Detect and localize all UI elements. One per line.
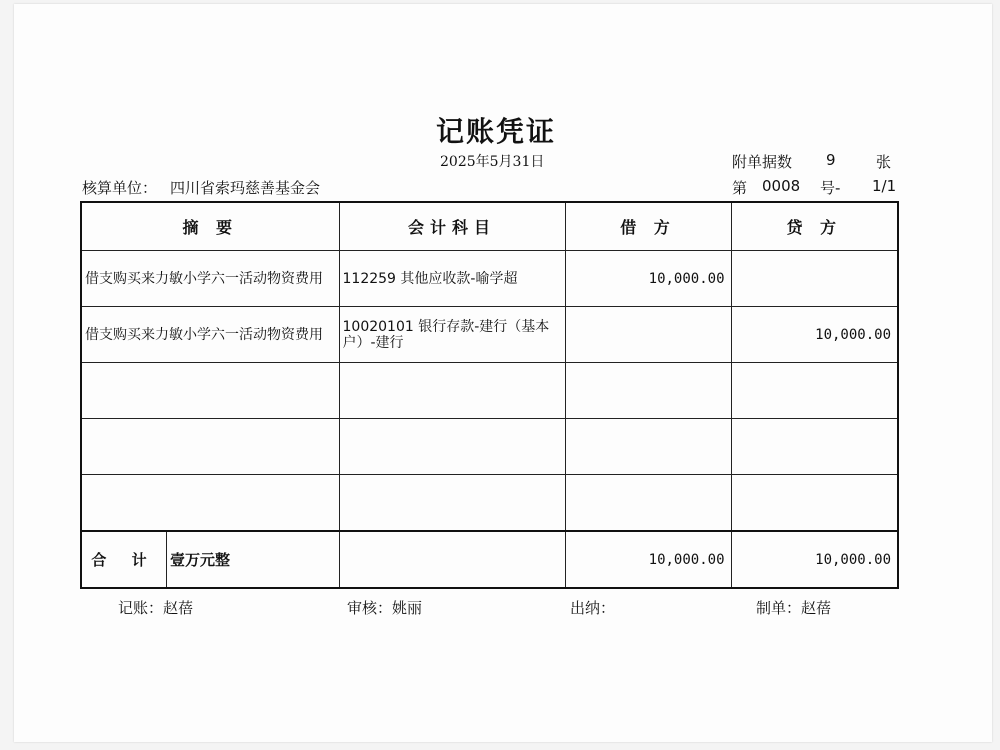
row-account: 112259 其他应收款-喻学超	[339, 251, 565, 307]
row-summary: 借支购买来力敏小学六一活动物资费用	[81, 251, 339, 307]
total-label: 合 计	[82, 532, 167, 587]
row-debit	[565, 307, 731, 363]
attachments-count: 9	[826, 151, 836, 169]
signature-cashier: 出纳：	[570, 599, 616, 617]
accounting-unit-value: 四川省索玛慈善基金会	[170, 179, 321, 197]
attachments-unit: 张	[876, 153, 892, 171]
row-debit: 10,000.00	[565, 251, 731, 307]
row-credit	[731, 251, 898, 307]
row-account: 10020101 银行存款-建行（基本户）-建行	[339, 307, 565, 363]
table-row	[81, 251, 898, 307]
voucher-date: 2025年5月31日	[440, 154, 545, 170]
total-account-cell	[339, 531, 565, 588]
table-row	[81, 363, 898, 419]
row-credit	[731, 419, 898, 475]
total-credit: 10,000.00	[731, 531, 898, 588]
total-amount-words: 壹万元整	[170, 551, 231, 569]
table-row	[81, 307, 898, 363]
row-account	[339, 419, 565, 475]
voucher-number-suffix: 号-	[820, 179, 841, 197]
total-row	[81, 531, 898, 588]
voucher-number-prefix: 第	[732, 179, 748, 197]
table-row	[81, 475, 898, 532]
table-row	[81, 419, 898, 475]
header-account: 会计科目	[339, 202, 565, 251]
row-summary: 借支购买来力敏小学六一活动物资费用	[81, 307, 339, 363]
signature-bookkeeper: 记账：赵蓓	[118, 599, 194, 617]
table-header-row	[81, 202, 898, 251]
row-summary	[81, 363, 339, 419]
voucher-page: 1/1	[872, 177, 897, 195]
row-debit	[565, 363, 731, 419]
row-debit	[565, 475, 731, 532]
signature-preparer: 制单：赵蓓	[756, 599, 832, 617]
row-summary	[81, 419, 339, 475]
total-summary-cell	[81, 531, 339, 588]
row-summary	[81, 475, 339, 532]
accounting-unit-label: 核算单位：	[82, 179, 158, 197]
voucher-number: 0008	[762, 177, 801, 195]
voucher-table	[80, 201, 899, 589]
total-debit: 10,000.00	[565, 531, 731, 588]
row-account	[339, 363, 565, 419]
row-credit	[731, 475, 898, 532]
signature-auditor: 审核：姚丽	[347, 599, 423, 617]
row-credit	[731, 363, 898, 419]
row-debit	[565, 419, 731, 475]
row-credit: 10,000.00	[731, 307, 898, 363]
header-debit: 借 方	[565, 202, 731, 251]
attachments-label: 附单据数	[732, 153, 793, 171]
voucher-title: 记账凭证	[436, 115, 557, 148]
row-account	[339, 475, 565, 532]
header-summary: 摘 要	[81, 202, 339, 251]
header-credit: 贷 方	[731, 202, 898, 251]
